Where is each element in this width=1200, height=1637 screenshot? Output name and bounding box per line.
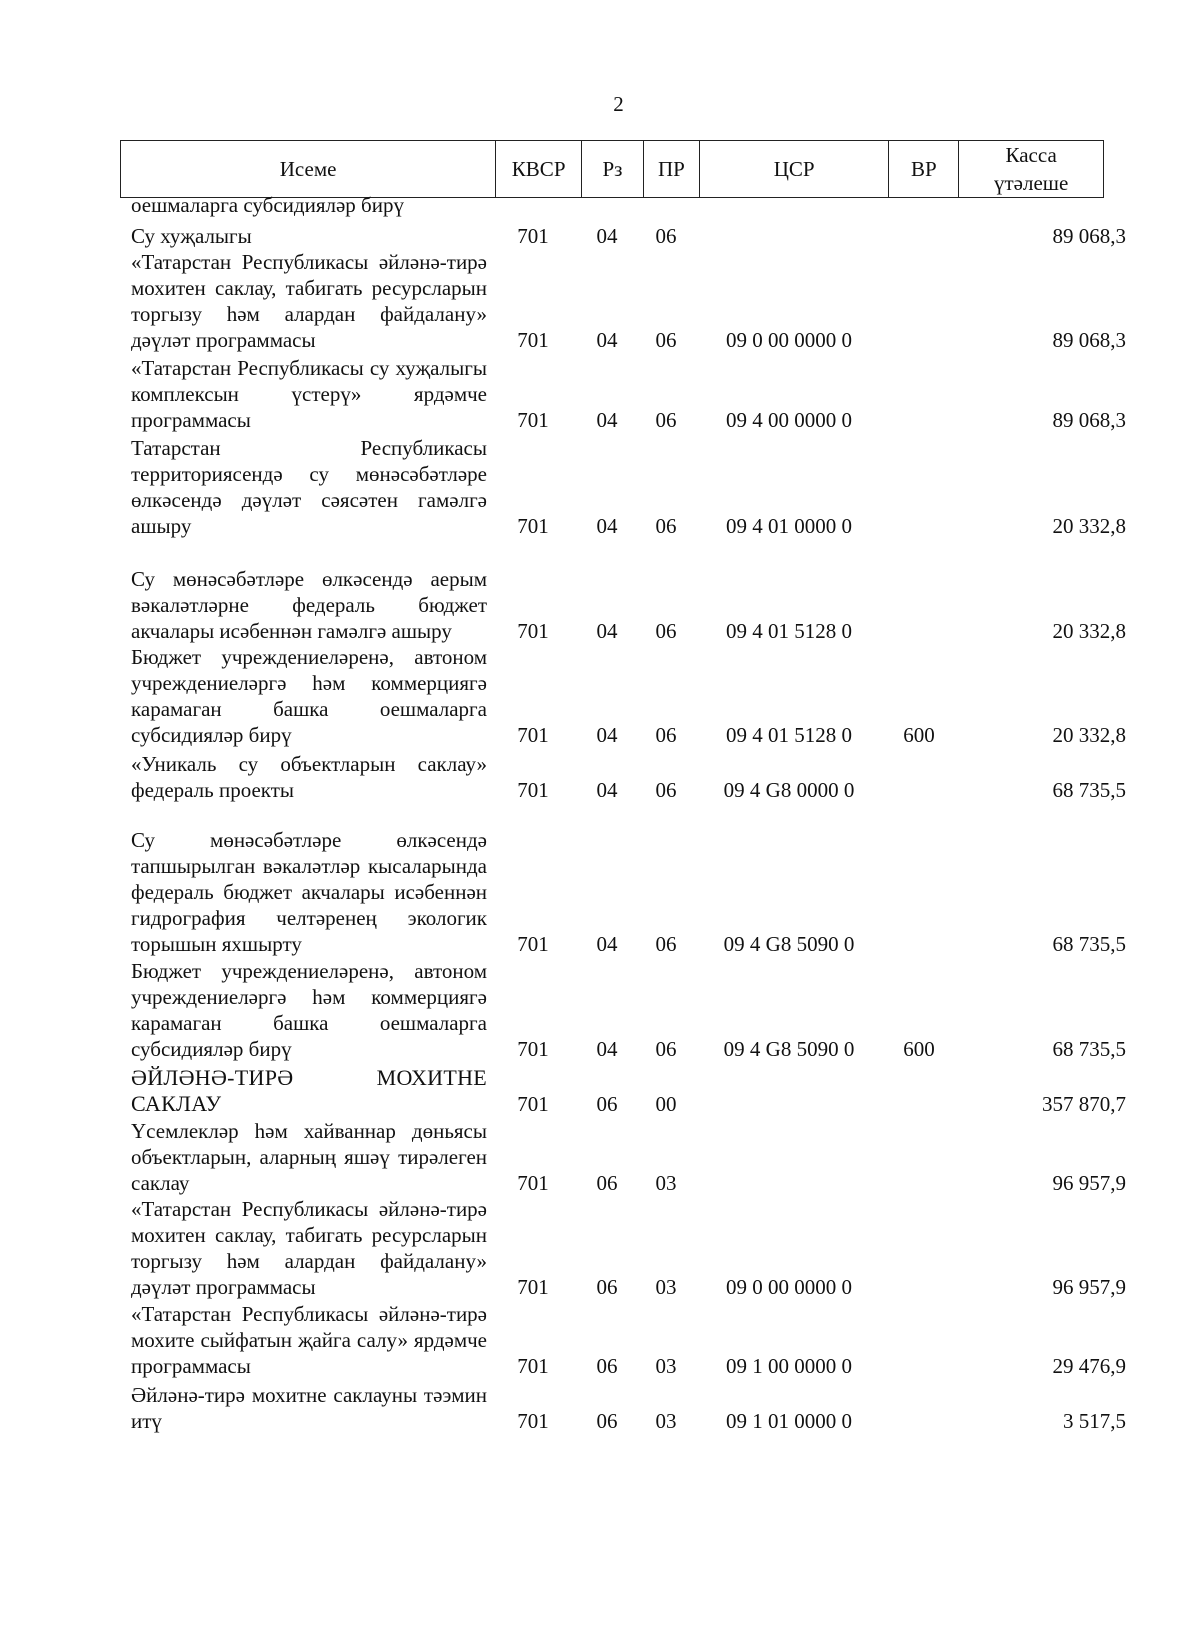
row-kvsr: 701 [517,1354,549,1378]
row-sum: 29 476,9 [1052,1354,1126,1378]
row-csr: 09 4 G8 5090 0 [723,1037,855,1061]
row-csr: 09 4 G8 0000 0 [723,778,855,802]
col-header-pr: ПР [644,141,700,197]
row-pr: 06 [655,408,677,432]
row-name: «Татарстан Республикасы әйләнә-тирә мохите сыйфатын җайга салу» ярдәмче программасы [131,1302,487,1378]
row-csr: 09 4 G8 5090 0 [723,932,855,956]
row-rz: 04 [596,1037,618,1061]
row-rz: 04 [596,778,618,802]
row-pr: 03 [655,1409,677,1433]
row-csr: 09 4 00 0000 0 [726,408,852,432]
row-name: «Татарстан Республикасы әйләнә-тирә мохитен саклау, табигать ресурсларын торгызу һәм алардан файдалану» дәүләт программасы [131,250,487,352]
col-header-sum: Касса үтәлеше [994,143,1069,195]
row-kvsr: 701 [517,328,549,352]
row-sum: 68 735,5 [1052,932,1126,956]
row-rz: 04 [596,328,618,352]
row-csr: 09 4 01 5128 0 [726,723,852,747]
row-kvsr: 701 [517,1037,549,1061]
row-name: Су мөнәсәбәтләре өлкәсендә тапшырылган вәкаләтләр кысаларында федераль бюджет акчалары исәбеннән гидрография челтәренең экологик торышын яхшырту [131,828,487,956]
row-rz: 04 [596,514,618,538]
row-sum: 20 332,8 [1052,723,1126,747]
row-name: «Татарстан Республикасы су хуҗалыгы комплексын үстерү» ярдәмче программасы [131,356,487,432]
row-kvsr: 701 [517,723,549,747]
row-kvsr: 701 [517,1171,549,1195]
row-pr: 06 [655,932,677,956]
row-rz: 04 [596,723,618,747]
row-sum: 96 957,9 [1052,1171,1126,1195]
row-sum: 20 332,8 [1052,619,1126,643]
row-kvsr: 701 [517,514,549,538]
row-pr: 03 [655,1171,677,1195]
row-kvsr: 701 [517,1409,549,1433]
row-name: Үсемлекләр һәм хайваннар дөньясы объектларын, аларның яшәү тирәлеген саклау [131,1119,487,1195]
row-sum: 96 957,9 [1052,1275,1126,1299]
row-pr: 06 [655,328,677,352]
row-kvsr: 701 [517,224,549,248]
row-vr: 600 [903,723,935,747]
page-number: 2 [613,92,624,116]
row-rz: 06 [596,1409,618,1433]
col-header-kvsr: КВСР [496,141,582,197]
row-csr: 09 4 01 0000 0 [726,514,852,538]
row-sum: 68 735,5 [1052,778,1126,802]
row-pr: 06 [655,1037,677,1061]
row-name: «Татарстан Республикасы әйләнә-тирә мохитен саклау, табигать ресурсларын торгызу һәм алардан файдалану» дәүләт программасы [131,1197,487,1299]
row-pr: 06 [655,514,677,538]
row-kvsr: 701 [517,1275,549,1299]
row-csr: 09 0 00 0000 0 [726,1275,852,1299]
row-sum: 20 332,8 [1052,514,1126,538]
row-sum: 89 068,3 [1052,224,1126,248]
row-rz: 06 [596,1171,618,1195]
row-csr: 09 1 00 0000 0 [726,1354,852,1378]
col-header-csr: ЦСР [700,141,890,197]
col-header-vr: ВР [889,141,959,197]
row-name: Бюджет учреждениеләренә, автоном учреждениеләргә һәм коммерциягә карамаган башка оешмаларга субсидияләр бирү [131,645,487,747]
row-sum: 68 735,5 [1052,1037,1126,1061]
row-name: оешмаларга субсидияләр бирү [131,193,404,217]
row-rz: 06 [596,1354,618,1378]
row-pr: 03 [655,1275,677,1299]
row-pr: 03 [655,1354,677,1378]
row-sum: 89 068,3 [1052,408,1126,432]
row-rz: 04 [596,619,618,643]
row-sum: 357 870,7 [1042,1092,1126,1116]
row-rz: 04 [596,932,618,956]
row-sum: 3 517,5 [1063,1409,1126,1433]
row-pr: 06 [655,723,677,747]
row-csr: 09 1 01 0000 0 [726,1409,852,1433]
row-name: Әйләнә-тирә мохитне саклауны тәэмин итү [131,1383,487,1433]
row-name: «Уникаль су объектларын саклау» федераль проекты [131,752,487,802]
row-name: Су хуҗалыгы [131,224,252,248]
row-rz: 04 [596,408,618,432]
row-kvsr: 701 [517,778,549,802]
row-vr: 600 [903,1037,935,1061]
row-kvsr: 701 [517,408,549,432]
col-header-name: Исеме [121,141,496,197]
row-name: Татарстан Республикасы территориясендә су мөнәсәбәтләре өлкәсендә дәүләт сәясәтен гамәлгә ашыру [131,436,487,538]
row-pr: 00 [655,1092,677,1116]
row-rz: 06 [596,1275,618,1299]
col-header-rz: Рз [582,141,644,197]
row-csr: 09 4 01 5128 0 [726,619,852,643]
table-header [120,140,1104,198]
row-pr: 06 [655,224,677,248]
row-sum: 89 068,3 [1052,328,1126,352]
row-name: Бюджет учреждениеләренә, автоном учреждениеләргә һәм коммерциягә карамаган башка оешмаларга субсидияләр бирү [131,959,487,1061]
row-kvsr: 701 [517,619,549,643]
row-kvsr: 701 [517,932,549,956]
row-kvsr: 701 [517,1092,549,1116]
row-name: Су мөнәсәбәтләре өлкәсендә аерым вәкаләтләрне федераль бюджет акчалары исәбеннән гамәлгә ашыру [131,567,487,643]
row-name: ӘЙЛӘНӘ-ТИРӘ МОХИТНЕ САКЛАУ [131,1065,487,1116]
row-rz: 04 [596,224,618,248]
row-pr: 06 [655,619,677,643]
row-rz: 06 [596,1092,618,1116]
row-csr: 09 0 00 0000 0 [726,328,852,352]
row-pr: 06 [655,778,677,802]
